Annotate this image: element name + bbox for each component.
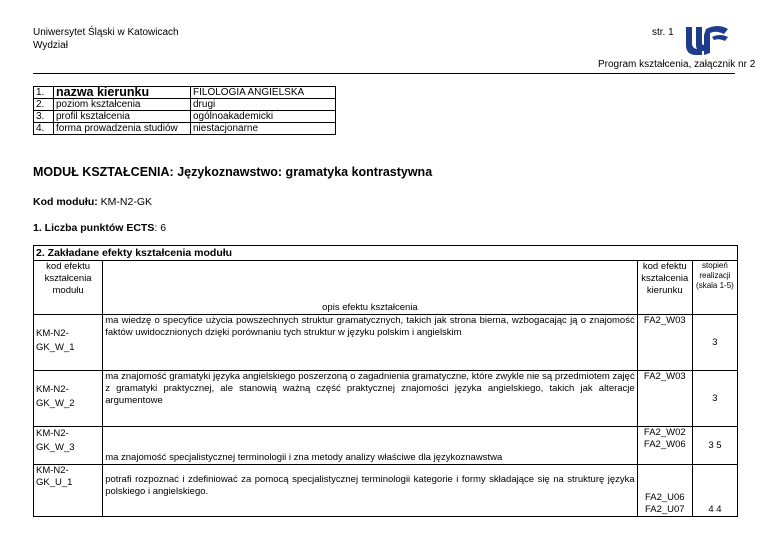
- ects-value: : 6: [154, 222, 167, 234]
- info-label: poziom kształcenia: [54, 99, 191, 111]
- info-label: nazwa kierunku: [54, 87, 191, 99]
- outcome-field: FA2_W03: [637, 371, 692, 427]
- outcomes-header-row: [34, 261, 738, 315]
- outcome-desc: ma znajomość gramatyki języka angielskiego poszerzoną o zagadnienia gramatyczne, które zwykle nie są przedmiotem zajęć z gramatyki praktycznej, ale stanowią ważną część praktycznej znajomości języka angielskiego, takich jak alteracje argumentowe: [103, 371, 638, 427]
- info-label: profil kształcenia: [54, 111, 191, 123]
- info-row: [34, 87, 336, 99]
- module-title: MODUŁ KSZTAŁCENIA: Językoznawstwo: gramatyka kontrastywna: [33, 165, 433, 179]
- program-info-table: [33, 86, 336, 135]
- outcome-code: KM-N2-GK_U_1: [34, 465, 103, 517]
- outcome-field: FA2_W03: [637, 315, 692, 371]
- info-value: FILOLOGIA ANGIELSKA: [191, 87, 336, 99]
- program-note: Program kształcenia, załącznik nr 2: [598, 59, 756, 70]
- info-value: drugi: [191, 99, 336, 111]
- table-row: [34, 371, 738, 427]
- info-num: 2.: [34, 99, 54, 111]
- university-name: Uniwersytet Śląski w Katowicach: [33, 27, 179, 38]
- ects-line: [33, 222, 166, 234]
- info-value: niestacjonarne: [191, 123, 336, 135]
- info-num: 3.: [34, 111, 54, 123]
- outcome-scale: 4 4: [692, 465, 737, 517]
- info-label: forma prowadzenia studiów: [54, 123, 191, 135]
- header-scale: stopień realizacji (skala 1-5): [692, 261, 737, 315]
- info-row: [34, 123, 336, 135]
- table-row: [34, 465, 738, 517]
- header-field-code: kod efektu kształcenia kierunku: [637, 261, 692, 315]
- university-logo-icon: [684, 25, 730, 55]
- header-description: opis efektu kształcenia: [103, 261, 638, 315]
- faculty-name: Wydział: [33, 40, 68, 51]
- info-num: 4.: [34, 123, 54, 135]
- ects-label: 1. Liczba punktów ECTS: [33, 222, 155, 234]
- outcome-desc: potrafi rozpoznać i zdefiniować za pomocą specjalistycznej terminologii kategorie i formy składające się na strukturę języka polskiego i angielskiego.: [103, 465, 638, 517]
- outcome-scale: 3: [692, 315, 737, 371]
- outcome-field: FA2_U06 FA2_U07: [637, 465, 692, 517]
- outcome-scale: 3: [692, 371, 737, 427]
- learning-outcomes-table: [33, 245, 738, 517]
- outcome-code: KM-N2-GK_W_3: [34, 427, 103, 465]
- outcome-code: KM-N2-GK_W_1: [34, 315, 103, 371]
- page-number: str. 1: [652, 27, 674, 38]
- info-value: ogólnoakademicki: [191, 111, 336, 123]
- header-divider: [33, 73, 735, 74]
- outcome-desc: ma znajomość specjalistycznej terminologii i zna metody analizy właściwe dla językoznawstwa: [103, 427, 638, 465]
- outcome-field: FA2_W02 FA2_W06: [637, 427, 692, 465]
- info-row: [34, 111, 336, 123]
- module-code-value: KM-N2-GK: [100, 196, 152, 208]
- header-module-code: kod efektu kształcenia modułu: [34, 261, 103, 315]
- module-code-label: Kod modułu:: [33, 196, 98, 208]
- module-code-line: [33, 196, 152, 208]
- outcomes-caption: 2. Zakładane efekty kształcenia modułu: [34, 246, 738, 261]
- outcome-desc: ma wiedzę o specyfice użycia powszechnych struktur gramatycznych, takich jak strona bierna, wzbogacając ją o znajomość faktów uwidocznionych dzięki porównaniu tych struktur w języku polskim i angielskim: [103, 315, 638, 371]
- info-num: 1.: [34, 87, 54, 99]
- table-row: [34, 427, 738, 465]
- outcome-code: KM-N2-GK_W_2: [34, 371, 103, 427]
- table-row: [34, 315, 738, 371]
- info-row: [34, 99, 336, 111]
- outcome-scale: 3 5: [692, 427, 737, 465]
